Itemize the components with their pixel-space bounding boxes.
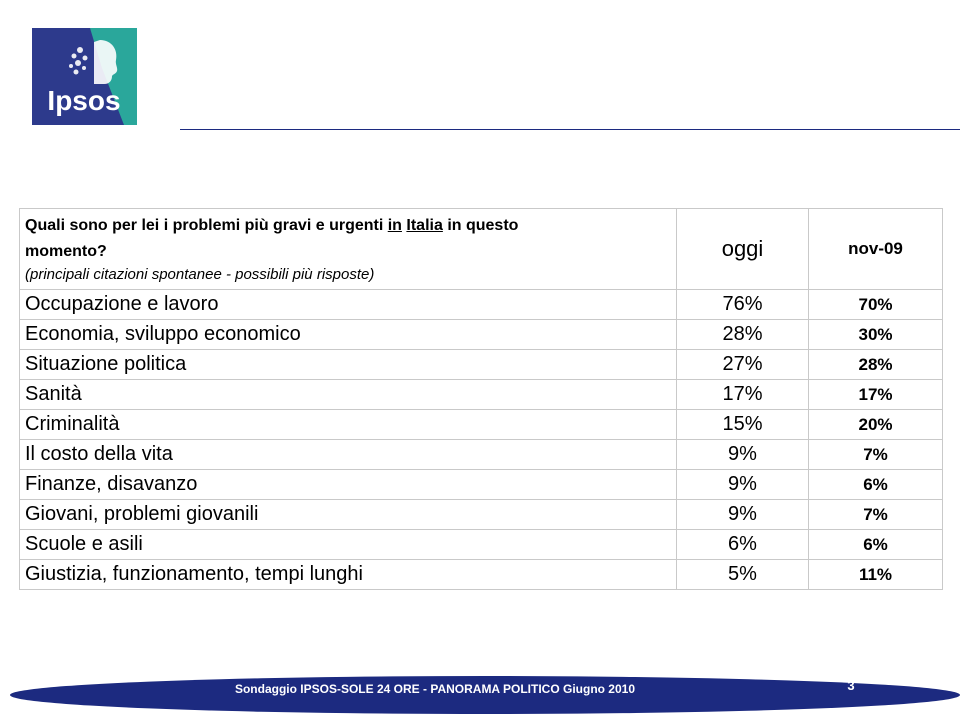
table-cell-oggi: 76% xyxy=(677,290,809,320)
table-cell-nov09: 20% xyxy=(809,410,943,440)
footer-text: Sondaggio IPSOS-SOLE 24 ORE - PANORAMA POLITICO Giugno 2010 xyxy=(234,682,636,696)
table-cell-label: Giustizia, funzionamento, tempi lunghi xyxy=(20,560,677,590)
table-cell-nov09: 70% xyxy=(809,290,943,320)
question-text: Quali sono per lei i problemi più gravi e urgenti xyxy=(25,217,388,234)
table-cell-label: Situazione politica xyxy=(20,350,677,380)
table-cell-oggi: 5% xyxy=(677,560,809,590)
question-line2: momento? xyxy=(25,243,107,260)
table-header-row xyxy=(20,209,943,290)
table-row xyxy=(20,380,943,410)
logo-text: Ipsos xyxy=(47,85,121,116)
table-cell-oggi: 27% xyxy=(677,350,809,380)
table-row xyxy=(20,410,943,440)
table-row xyxy=(20,500,943,530)
table-cell-oggi: 9% xyxy=(677,440,809,470)
question-text-end: in questo xyxy=(442,217,519,234)
table-row xyxy=(20,560,943,590)
table-cell-label: Economia, sviluppo economico xyxy=(20,320,677,350)
table-cell-label: Scuole e asili xyxy=(20,530,677,560)
question-in: in xyxy=(387,217,402,234)
question-note: (principali citazioni spontanee - possibili più risposte) xyxy=(25,266,375,283)
survey-table xyxy=(19,208,943,590)
table-cell-nov09: 7% xyxy=(809,500,943,530)
table-cell-label: Finanze, disavanzo xyxy=(20,470,677,500)
table-row xyxy=(20,440,943,470)
table-cell-nov09: 17% xyxy=(809,380,943,410)
table-row xyxy=(20,320,943,350)
table-row xyxy=(20,530,943,560)
ipsos-logo xyxy=(32,28,137,125)
table-row xyxy=(20,290,943,320)
question-italia: Italia xyxy=(406,217,443,234)
table-cell-nov09: 7% xyxy=(809,440,943,470)
header-divider xyxy=(180,129,960,130)
table-cell-oggi: 9% xyxy=(677,500,809,530)
table-cell-label: Criminalità xyxy=(20,410,677,440)
table-cell-nov09: 11% xyxy=(809,560,943,590)
table-cell-oggi: 28% xyxy=(677,320,809,350)
table-cell-nov09: 6% xyxy=(809,470,943,500)
page-number: 3 xyxy=(847,678,855,693)
table-cell-nov09: 28% xyxy=(809,350,943,380)
column-header-oggi: oggi xyxy=(677,209,809,290)
table-cell-label: Sanità xyxy=(20,380,677,410)
table-cell-nov09: 6% xyxy=(809,530,943,560)
table-cell-oggi: 6% xyxy=(677,530,809,560)
table-row xyxy=(20,470,943,500)
table-cell-nov09: 30% xyxy=(809,320,943,350)
table-cell-oggi: 15% xyxy=(677,410,809,440)
table-cell-label: Giovani, problemi giovanili xyxy=(20,500,677,530)
table-cell-label: Il costo della vita xyxy=(20,440,677,470)
table-cell-label: Occupazione e lavoro xyxy=(20,290,677,320)
table-row xyxy=(20,350,943,380)
question-cell xyxy=(20,209,677,290)
table-cell-oggi: 17% xyxy=(677,380,809,410)
column-header-nov09: nov-09 xyxy=(809,209,943,290)
table-cell-oggi: 9% xyxy=(677,470,809,500)
